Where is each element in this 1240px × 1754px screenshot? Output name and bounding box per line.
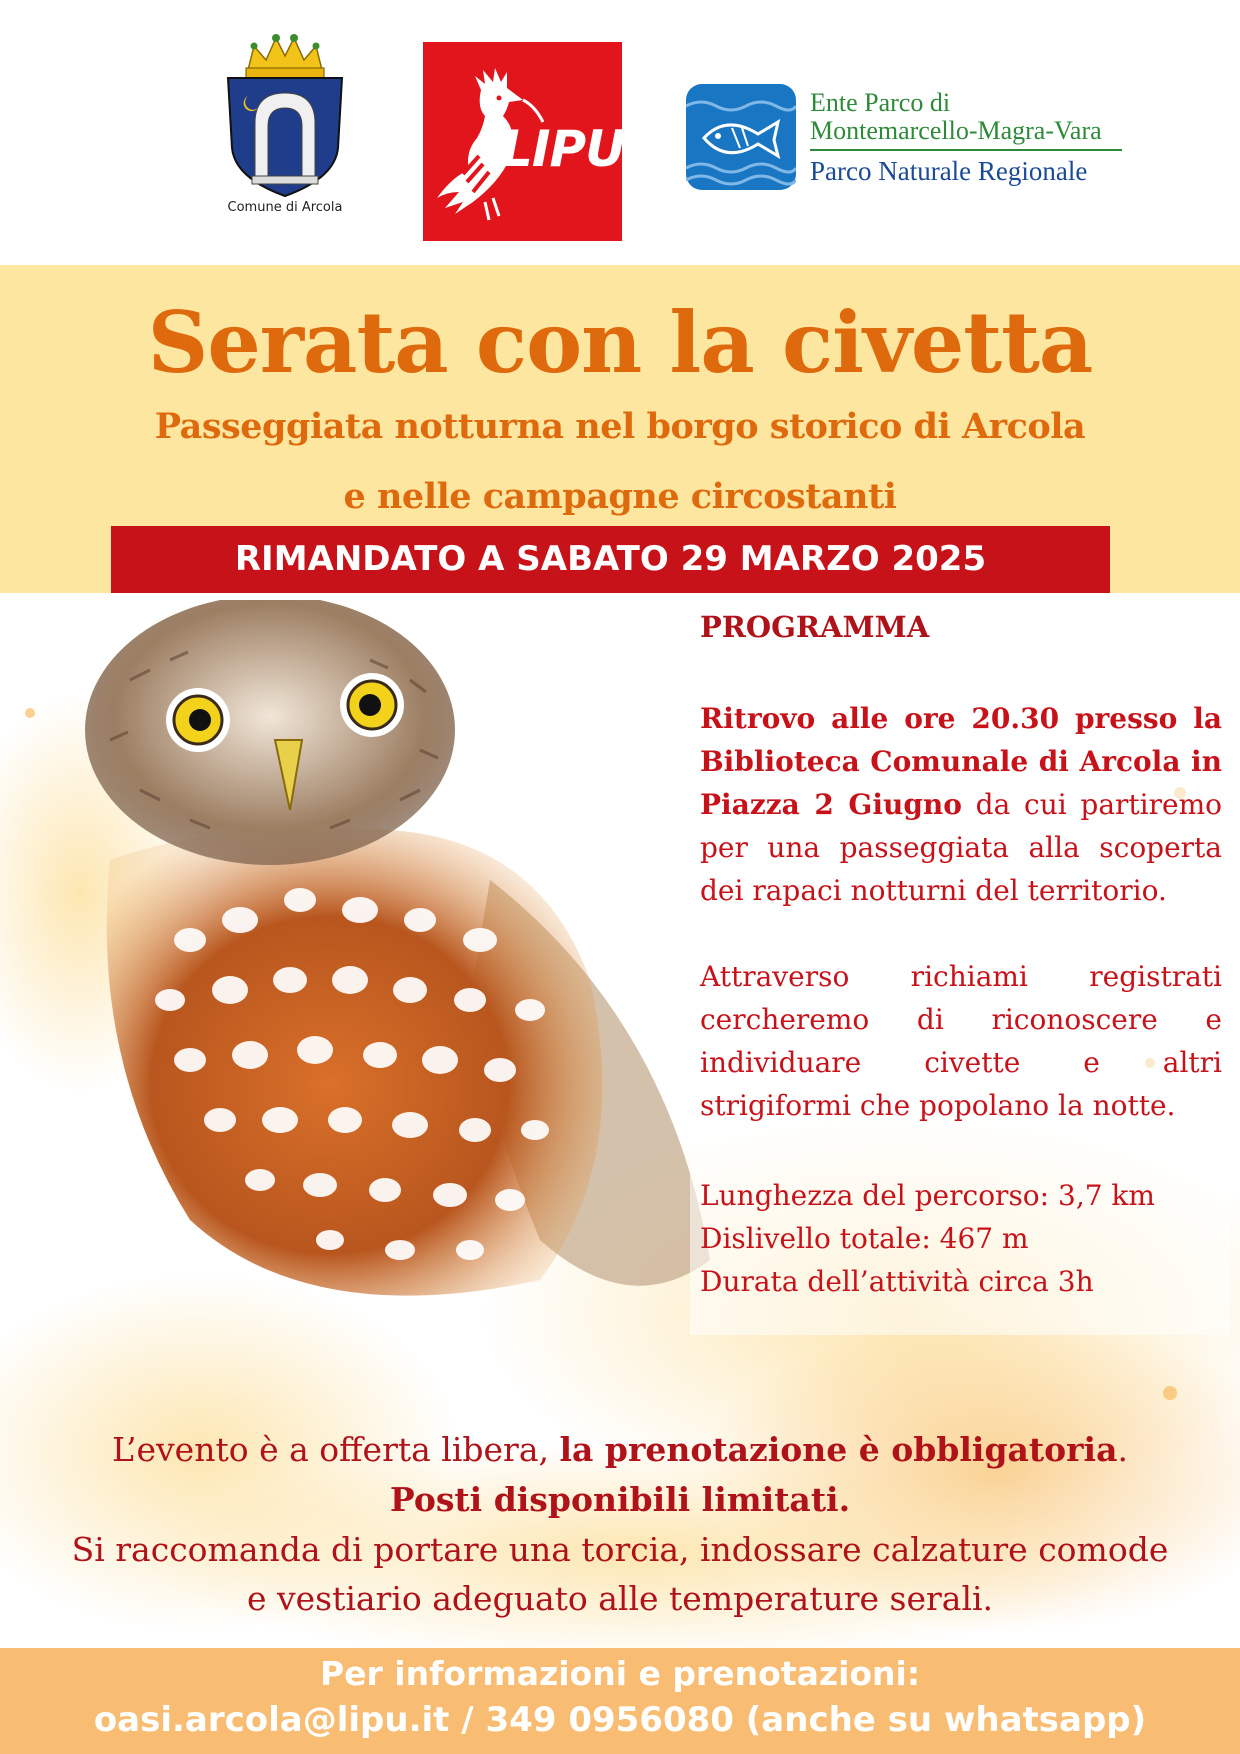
program-p2-line4: strigiformi che popolano la notte. xyxy=(700,1089,1176,1122)
lipu-logo xyxy=(423,42,625,241)
note-line-2 xyxy=(0,1480,1240,1519)
lipu-wordmark: LIPU xyxy=(501,120,625,178)
page-title: Serata con la civetta xyxy=(147,293,1093,392)
program-p2-line2: cercheremo di riconoscere e xyxy=(700,1003,1222,1036)
program-p2-line3: individuare civette e altri xyxy=(700,1046,1222,1079)
parco-line2: Montemarcello-Magra-Vara xyxy=(810,116,1102,145)
elevation-gain: Dislivello totale: 467 m xyxy=(700,1222,1029,1255)
program-p1-line2: Biblioteca Comunale di Arcola in xyxy=(700,745,1222,778)
arcola-coat-of-arms-icon xyxy=(220,28,350,198)
footer-info-label: Per informazioni e prenotazioni: xyxy=(319,1654,921,1693)
route-length: Lunghezza del percorso: 3,7 km xyxy=(700,1179,1155,1212)
program-p1-line1: Ritrovo alle ore 20.30 presso la xyxy=(700,702,1222,735)
program-details xyxy=(700,1174,1222,1303)
program-paragraph-1 xyxy=(700,697,1222,912)
note-line-1 xyxy=(0,1430,1240,1469)
parco-logo xyxy=(686,84,1126,194)
offer-text: L’evento è a offerta libera, xyxy=(112,1430,560,1469)
limited-places: Posti disponibili limitati. xyxy=(389,1480,851,1519)
program-p1-line3 xyxy=(700,783,1222,826)
booking-required: la prenotazione è obbligatoria xyxy=(559,1430,1118,1469)
note-line-1-end: . xyxy=(1117,1430,1128,1469)
subtitle-line-1: Passeggiata notturna nel borgo storico di Arcola xyxy=(154,406,1086,447)
footer-contacts[interactable]: oasi.arcola@lipu.it / 349 0956080 (anche su whatsapp) xyxy=(93,1700,1147,1740)
owl-illustration xyxy=(70,600,770,1400)
parco-divider xyxy=(810,149,1122,151)
comune-caption: Comune di Arcola xyxy=(227,200,343,215)
parco-line3: Parco Naturale Regionale xyxy=(810,156,1088,186)
meeting-place: Piazza 2 Giugno xyxy=(700,788,962,821)
program-p1-line3-rest: da cui partiremo xyxy=(961,788,1222,821)
program-p1-line5: dei rapaci notturni del territorio. xyxy=(700,874,1167,907)
fish-waves-icon xyxy=(686,84,796,190)
program-p1-line4: per una passeggiata alla scoperta xyxy=(700,831,1222,864)
program-paragraph-2 xyxy=(700,955,1222,1127)
program-p2-line1: Attraverso richiami registrati xyxy=(700,960,1222,993)
note-line-4: e vestiario adeguato alle temperature serali. xyxy=(246,1579,994,1618)
activity-duration: Durata dell’attività circa 3h xyxy=(700,1265,1094,1298)
note-line-3: Si raccomanda di portare una torcia, indossare calzature comode xyxy=(71,1530,1169,1569)
parco-line1: Ente Parco di xyxy=(810,88,951,117)
program-heading: PROGRAMMA xyxy=(700,610,930,644)
subtitle-line-2: e nelle campagne circostanti xyxy=(343,476,897,517)
comune-di-arcola-logo xyxy=(220,28,350,218)
date-banner: RIMANDATO A SABATO 29 MARZO 2025 xyxy=(111,526,1110,593)
